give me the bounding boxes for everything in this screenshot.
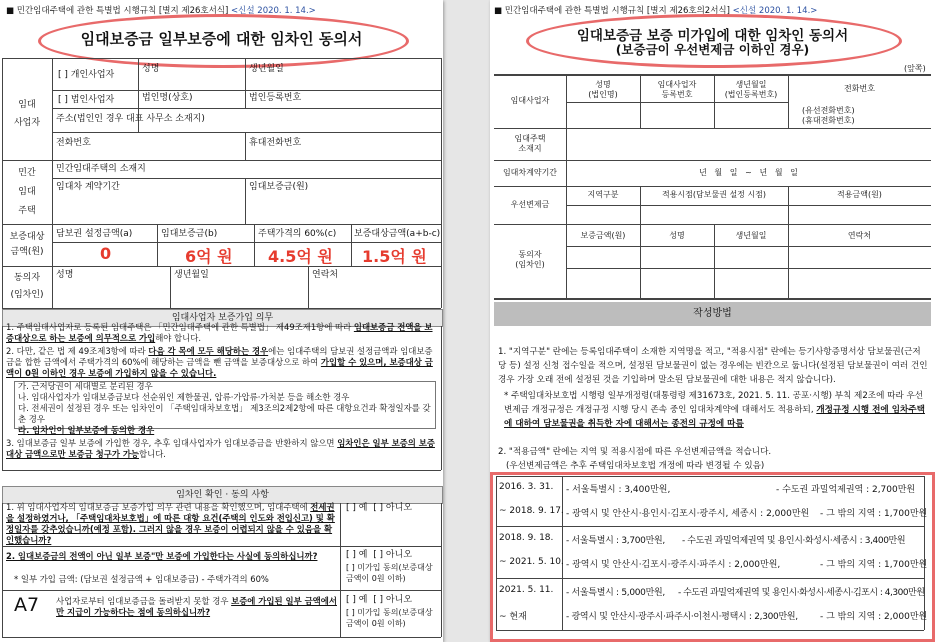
q2-yes[interactable]: [ ] 예 [ ] 아니오 (346, 550, 413, 560)
lessor-row-label: 임대 사업자 (13, 100, 41, 128)
right-form-subtitle: (보증금이 우선변제금 이하인 경우) (615, 42, 810, 57)
region-col: 지역구분 (587, 190, 619, 199)
q2-partial-option[interactable]: [ ] 미가입 동의(보증대상 금액이 0원 이하) (346, 563, 433, 583)
consenter-name-col: 성명 (669, 231, 685, 240)
q3-yes[interactable]: [ ] 예 [ ] 아니오 (346, 595, 413, 605)
method-item-2-note: (우선변제금액은 추후 주택임대차보호법 개정에 따라 변경될 수 있음) (506, 461, 765, 471)
right-address-label: 임대주택 소재지 (514, 134, 546, 153)
right-form-title: 임대보증금 보증 미가입에 대한 임차인 동의서 (576, 28, 849, 44)
history-row-3-line1b: - 수도권 과밀억제권역 및 용인시·화성시·세종시·김포시 : 4,300만원 (678, 588, 925, 598)
left-form-title: 임대보증금 일부보증에 대한 임차인 동의서 (80, 30, 363, 48)
history-row-2-line2b: - 그 밖의 지역 : 1,700만원 (820, 560, 928, 570)
consenter-contact-label: 연락처 (312, 270, 339, 280)
consenter-name-label: 성명 (56, 270, 74, 280)
history-row-3-line2b: - 그 밖의 지역 : 2,000만원 (820, 612, 928, 622)
applied-amount-col: 적용금액(원) (837, 190, 882, 199)
left-form-header: ■ 민간임대주택에 관한 특별법 시행규칙 [별지 제26호서식] <신설 2020. 1. 14.> (6, 6, 316, 16)
history-row-1-end: ~ 2018. 9. 17. (499, 506, 564, 516)
right-consenter-label: 동의자 (임차인) (515, 250, 545, 269)
left-amend-link[interactable]: <신설 2020. 1. 14.> (231, 6, 316, 16)
consenter-birth-col: 생년월일 (735, 231, 767, 240)
history-row-1-start: 2016. 3. 31. (499, 482, 554, 492)
corp-name-label: 법인명(상호) (142, 93, 193, 103)
contract-period-label: 임대차 계약기간 (56, 182, 120, 192)
confirm-q1: 1. 위 임대사업자의 임대보증금 보증가입 의무 관련 내용을 확인했으며, 임대주택에 전세권을 설정하였거나, 「주택임대차보호법」에 따른 대항 요건(주택의 인도와 전입신고) 및 확정일자를 갖추었습니까(예정 포함). 그러지 않을 경우 보증이 어렵되지 않을 수 있음을 확인했습니까? (6, 502, 335, 545)
amount-a-value: 0 (100, 244, 112, 263)
mobile-phone-label: (휴대전화번호) (802, 116, 855, 125)
amount-c-value: 4.5억 원 (268, 247, 333, 266)
history-row-2-line2: - 광역시 및 안산시·김포시·광주시·파주시 : 2,000만원, (566, 560, 781, 570)
lessor-name-label: 성명 (142, 64, 160, 74)
q2-note: * 일부 가입 금액: (담보권 설정금액 + 임대보증금) - 주택가격의 60% (14, 574, 269, 584)
duty-section-title: 임대사업자 보증가입 의무 (2, 309, 443, 327)
q3-partial-option[interactable]: [ ] 미가입 동의(보증대상 금액이 0원 이하) (346, 608, 433, 628)
history-row-3-start: 2021. 5. 11. (499, 585, 554, 595)
history-row-1-line2b: - 그 밖의 지역 : 1,700만원 (820, 509, 928, 519)
confirm-q2: 2. 임대보증금의 전액이 아닌 일부 보증"만 보증에 가입한다는 사실에 동의하십니까? (6, 551, 318, 561)
corp-reg-label: 법인등록번호 (249, 93, 302, 103)
col-b-label: 임대보증금(b) (161, 229, 218, 239)
mobile-label: 휴대전화번호 (249, 138, 302, 148)
right-amend-link[interactable]: <신설 2020. 1. 14.> (732, 6, 818, 16)
individual-checkbox[interactable]: [ ] 개인사업자 (58, 70, 115, 80)
a7-marker: A7 (14, 594, 40, 616)
right-col-birth: 생년월일 (법인등록번호) (724, 80, 778, 99)
condition-a: 가. 근저당권이 세대별로 분리된 경우 (18, 381, 153, 391)
deposit-label: 임대보증금(원) (249, 182, 309, 192)
history-row-2-line1b: - 수도권 과밀억제권역 및 용인시·화성시·세종시 : 3,400만원 (682, 536, 906, 546)
condition-b: 나. 임대사업자가 임대보증금보다 선순위인 제한물권, 압류·가압류·가처분 등을 해소한 경우 (18, 392, 350, 402)
consenter-contact-col: 연락처 (847, 231, 872, 240)
right-lessor-label: 임대사업자 (510, 96, 550, 105)
amount-b-value: 6억 원 (185, 247, 233, 266)
confirm-q3: 사업자로부터 임대보증금을 돌려받지 못할 경우 보증에 가입된 일부 금액에서만 지급이 가능하다는 점에 동의하십니까? (56, 596, 337, 617)
method-item-2: 2. "적용금액" 란에는 지역 및 적용시점에 따른 우선변제금액을 적습니다. (498, 447, 772, 457)
duty-item-2: 2. 다만, 같은 법 제 49조제3항에 따라 다음 각 목에 모두 해당하는 경우에는 임대주택의 담보권 설정금액과 임대보증금을 합한 금액에서 주택가격의 60%에 해당하는 금액을 뺀 금액을 보증대상으로 하여 가입할 수 있으며, 보증대상 금액이 0원 이하인 경우 보증에 가입하지 않을 수 있습니다. (6, 346, 433, 378)
duty-item-3: 3. 임대보증금 일부 보증에 가입한 경우, 추후 임대사업자가 임대보증금을 반환하지 않으면 임차인은 일부 보증의 보증대상 금액으로만 보증금 청구가 가능합니다. (6, 438, 435, 459)
history-row-1-line1: - 서울특별시 : 3,400만원, (566, 485, 671, 495)
right-period-value: 년 월 일 ~ 년 월 일 (699, 168, 798, 177)
right-form-page (490, 0, 935, 642)
house-location-label: 민간임대주택의 소재지 (56, 164, 146, 174)
condition-c: 다. 전세권이 설정된 경우 또는 임차인이 「주택임대차보호법」 제3조의2제2항에 따른 대항요건과 확정일자를 갖춘 경우 (18, 403, 431, 424)
house-row-label: 민간 임대 주택 (18, 168, 36, 216)
col-c-label: 주택가격의 60%(c) (258, 229, 337, 239)
right-form-header: ■ 민간임대주택에 관한 특별법 시행규칙 [별지 제26호의2서식] <신설 2020. 1. 14.> (494, 6, 818, 16)
amount-d-value: 1.5억 원 (362, 247, 427, 266)
landline-label: (유선전화번호) (802, 106, 855, 115)
col-a-label: 담보권 설정금액(a) (56, 229, 133, 239)
priority-label: 우선변제금 (510, 200, 550, 209)
history-row-2-start: 2018. 9. 18. (499, 533, 554, 543)
right-period-label: 임대차계약기간 (502, 168, 558, 177)
method-item-1-note: * 주택임대차보호법 시행령 일부개정령(대통령령 제31673호, 2021. 5. 11. 공포·시행) 부칙 제2조에 따라 우선변제금 개정규정은 개정규정 시행 당시 존속 중인 임대차계약에 대해서도 적용하되, 개정규정 시행 전에 임차주택에 대하여 담보물권을 취득한 자에 대해서는 종전의 규정에 따름 (504, 391, 925, 429)
confirm-section-title: 임차인 확인 · 동의 사항 (2, 486, 443, 504)
lessor-birth-label: 생년월일 (249, 64, 284, 74)
left-form-page (0, 0, 443, 642)
q1-yes[interactable]: [ ] 예 [ ] 아니오 (346, 503, 413, 513)
history-row-3-line1: - 서울특별시 : 5,000만원, (566, 588, 665, 598)
col-d-label: 보증대상금액(a+b-c) (354, 229, 441, 239)
history-row-2-line1: - 서울특별시 : 3,700만원, (566, 536, 665, 546)
consenter-birth-label: 생년월일 (174, 270, 209, 280)
applied-col: 적용시점(담보물권 설정 시점) (661, 190, 767, 199)
history-row-1-line1b: - 수도권 과밀억제권역 : 2,700만원 (776, 485, 916, 495)
page-side-note: (앞쪽) (904, 64, 926, 73)
method-item-1: 1. "지역구분" 란에는 등록임대주택이 소재한 지역명을 적고, "적용시점" 란에는 등기사항증명서상 담보물권(근저당 등) 설정 신청 접수일을 적으며, 설정된 담보물권이 없는 경우에는 빈칸으로 둡니다(설정된 담보물권이 여러 건인 경우 가장 오래 전에 설정된 것을 기입하며 말소된 담보물권에 대한 내용은 적지 않습니다). (498, 347, 928, 385)
consenter-row-label: 동의자 (임차인) (10, 273, 44, 300)
method-title: 작성방법 (693, 308, 732, 319)
duty-item-1: 1. 주택임대사업자로 등록된 임대주택은 「민간임대주택에 관한 특별법」 제49조제1항에 따라 임대보증금 전액을 보증대상으로 하는 보증에 의무적으로 가입해야 합니다. (6, 322, 433, 343)
history-row-2-end: ~ 2021. 5. 10. (499, 557, 564, 567)
address-label: 주소(법인인 경우 대표 사무소 소재지) (56, 114, 205, 124)
consenter-deposit-col: 보증금액(원) (580, 231, 626, 240)
history-row-1-line2: - 광역시 및 안산시·용인시·김포시·광주시, 세종시 : 2,000만원 (566, 509, 810, 519)
right-col-name: 성명 (법인명) (588, 80, 618, 99)
right-col-phone: 전화번호 (844, 84, 875, 93)
history-row-3-end: ~ 현재 (499, 612, 527, 622)
corporate-checkbox[interactable]: [ ] 법인사업자 (58, 95, 115, 105)
phone-label: 전화번호 (56, 138, 91, 148)
condition-d: 라. 임차인이 일부보증에 동의한 경우 (18, 425, 155, 435)
guarantee-row-label: 보증대상 금액(원) (9, 232, 45, 257)
history-row-3-line2: - 광역시 및 안산시·광주시·파주시·이천시·평택시 : 2,300만원, (566, 612, 798, 622)
right-col-reg: 임대사업자 등록번호 (657, 80, 697, 99)
